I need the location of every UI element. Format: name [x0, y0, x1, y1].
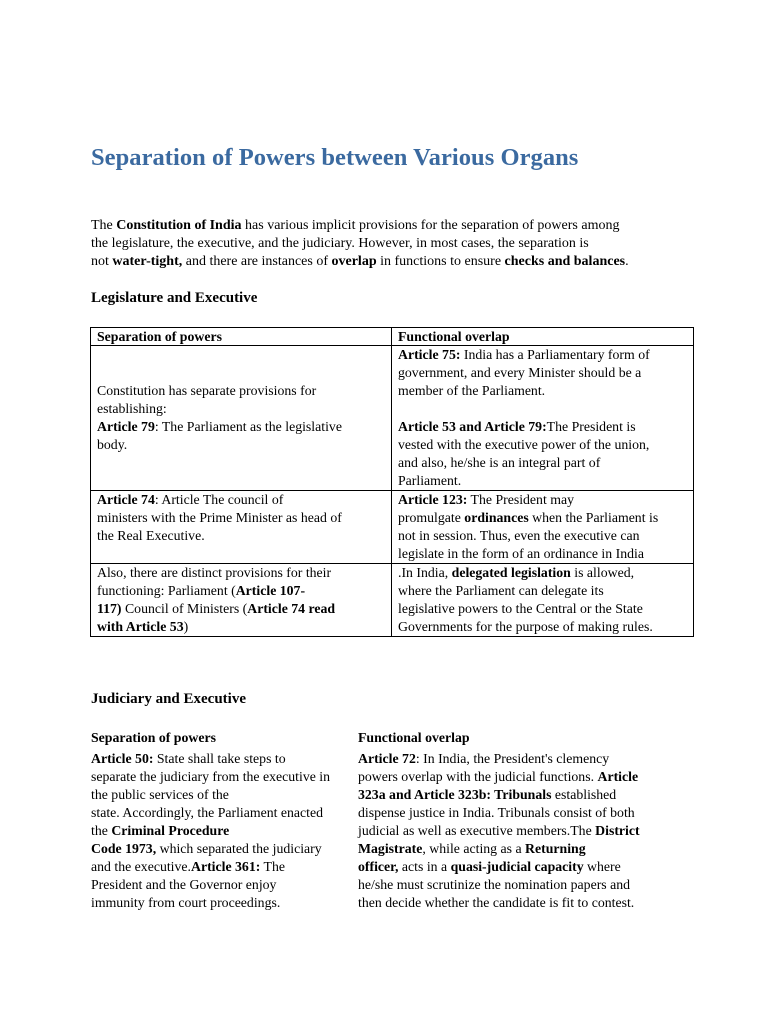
cell-line — [97, 582, 385, 600]
text: acts in a — [398, 859, 451, 874]
text-bold: District — [595, 823, 640, 838]
cell-line: and also, he/she is an integral part of — [398, 455, 601, 470]
intro-line: the legislature, the executive, and the judiciary. However, in most cases, the separation is — [91, 236, 589, 251]
cell-line — [97, 600, 385, 618]
text: ) — [183, 619, 189, 634]
text: which separated the judiciary — [156, 841, 322, 856]
text-bold: water-tight, — [112, 254, 183, 269]
column-header: Separation of powers — [91, 730, 216, 745]
column-header: Functional overlap — [392, 328, 694, 346]
intro-line — [91, 253, 691, 271]
body-line — [358, 768, 678, 786]
text: established — [551, 787, 617, 802]
cell-line: member of the Parliament. — [398, 383, 546, 398]
text: and the executive. — [91, 859, 191, 874]
intro-line — [91, 217, 691, 235]
text: has various implicit provisions for the separation of powers among — [241, 218, 620, 233]
table-cell — [91, 346, 392, 491]
body-line: immunity from court proceedings. — [91, 895, 281, 910]
text-bold: Criminal Procedure — [111, 823, 230, 838]
text: The — [260, 859, 285, 874]
text: The — [91, 218, 117, 233]
text-bold: Article 50: — [91, 751, 154, 766]
text-bold: Magistrate — [358, 841, 423, 856]
text: Council of Ministers ( — [121, 601, 248, 616]
text-bold: overlap — [331, 254, 377, 269]
text: promulgate — [398, 510, 465, 525]
text: The President is — [546, 419, 636, 434]
body-line — [91, 840, 359, 858]
separation-column — [91, 729, 359, 912]
cell-line — [398, 491, 687, 509]
table-cell — [91, 564, 392, 637]
text-bold: checks and balances — [504, 254, 626, 269]
body-line: then decide whether the candidate is fit to contest. — [358, 895, 635, 910]
cell-line: vested with the executive power of the union, — [398, 437, 650, 452]
cell-line — [398, 346, 687, 364]
text: functioning: Parliament ( — [97, 583, 236, 598]
body-line: the public services of the — [91, 787, 229, 802]
text-bold: Article 74 read — [247, 601, 336, 616]
body-line — [358, 750, 678, 768]
text-bold: officer, — [358, 859, 399, 874]
cell-line — [97, 618, 385, 636]
cell-line: establishing: — [97, 401, 167, 416]
cell-line — [97, 418, 385, 436]
intro-paragraph — [91, 217, 691, 271]
cell-line: body. — [97, 437, 128, 452]
text: : Article The council of — [154, 492, 284, 507]
body-line: he/she must scrutinize the nomination papers and — [358, 877, 631, 892]
body-line — [358, 786, 678, 804]
cell-line: Parliament. — [398, 473, 462, 488]
table-row — [91, 491, 694, 564]
text-bold: Article 361: — [190, 859, 261, 874]
cell-line — [398, 509, 687, 527]
body-line — [358, 840, 678, 858]
text: .In India, — [398, 565, 452, 580]
overlap-column — [358, 729, 678, 912]
cell-line: Constitution has separate provisions for — [97, 383, 317, 398]
text-bold: delegated legislation — [451, 565, 571, 580]
body-line — [91, 822, 359, 840]
table-cell — [392, 346, 694, 491]
column-body — [358, 750, 678, 912]
cell-line: legislate in the form of an ordinance in India — [398, 546, 644, 561]
column-header: Separation of powers — [91, 328, 392, 346]
section-heading-judiciary-executive: Judiciary and Executive — [91, 691, 247, 707]
text-bold: Article 123: — [398, 492, 468, 507]
text: : The Parliament as the legislative — [154, 419, 342, 434]
table-header-row — [91, 328, 694, 346]
body-line — [358, 858, 678, 876]
section-heading-legislature-executive: Legislature and Executive — [91, 290, 258, 306]
column-header: Functional overlap — [358, 730, 470, 745]
text: India has a Parliamentary form of — [460, 347, 650, 362]
text: not — [91, 254, 113, 269]
page-title: Separation of Powers between Various Organs — [91, 144, 579, 171]
text-bold: 117) — [97, 601, 122, 616]
text-bold: with Article 53 — [97, 619, 184, 634]
text-bold: 323a and Article 323b: Tribunals — [358, 787, 552, 802]
spacer — [398, 400, 687, 418]
body-line — [358, 822, 678, 840]
text-bold: Code 1973, — [91, 841, 157, 856]
text-bold: Article 107- — [235, 583, 306, 598]
body-line — [91, 750, 359, 768]
cell-line: Governments for the purpose of making rules. — [398, 619, 653, 634]
text: powers overlap with the judicial functions. — [358, 769, 598, 784]
text: is allowed, — [570, 565, 635, 580]
cell-line: where the Parliament can delegate its — [398, 583, 604, 598]
cell-line: legislative powers to the Central or the State — [398, 601, 643, 616]
text: and there are instances of — [182, 254, 332, 269]
text-bold: Article 75: — [398, 347, 461, 362]
text: when the Parliament is — [528, 510, 659, 525]
text: in functions to ensure — [376, 254, 505, 269]
table-cell — [392, 491, 694, 564]
cell-line — [398, 564, 687, 582]
cell-line: government, and every Minister should be a — [398, 365, 642, 380]
cell-line — [97, 491, 385, 509]
text: The President may — [467, 492, 574, 507]
text-bold: Article — [597, 769, 639, 784]
text-bold: Article 74 — [97, 492, 155, 507]
table-cell — [91, 491, 392, 564]
legislature-executive-table — [90, 327, 694, 637]
cell-line: ministers with the Prime Minister as head of — [97, 510, 342, 525]
text-bold: quasi-judicial capacity — [450, 859, 584, 874]
body-line: President and the Governor enjoy — [91, 877, 277, 892]
text: , while acting as a — [422, 841, 526, 856]
text: where — [583, 859, 621, 874]
text-bold: Constitution of India — [116, 218, 242, 233]
text-bold: ordinances — [464, 510, 529, 525]
table-cell — [392, 564, 694, 637]
text-bold: Article 53 and Article 79: — [398, 419, 547, 434]
column-body — [91, 750, 359, 912]
body-line — [91, 858, 359, 876]
text: : In India, the President's clemency — [415, 751, 610, 766]
body-line: separate the judiciary from the executive in — [91, 769, 331, 784]
text-bold: Returning — [525, 841, 586, 856]
text: State shall take steps to — [153, 751, 286, 766]
cell-line: the Real Executive. — [97, 528, 205, 543]
body-line: dispense justice in India. Tribunals consist of both — [358, 805, 635, 820]
cell-line: Also, there are distinct provisions for their — [97, 565, 332, 580]
text: . — [625, 254, 629, 269]
body-line: state. Accordingly, the Parliament enacted — [91, 805, 324, 820]
cell-line — [398, 418, 687, 436]
text-bold: Article 79 — [97, 419, 155, 434]
table-row — [91, 346, 694, 491]
cell-line: not in session. Thus, even the executive can — [398, 528, 640, 543]
table-row — [91, 564, 694, 637]
text-bold: Article 72 — [358, 751, 416, 766]
text: the — [91, 823, 112, 838]
text: judicial as well as executive members.The — [358, 823, 596, 838]
